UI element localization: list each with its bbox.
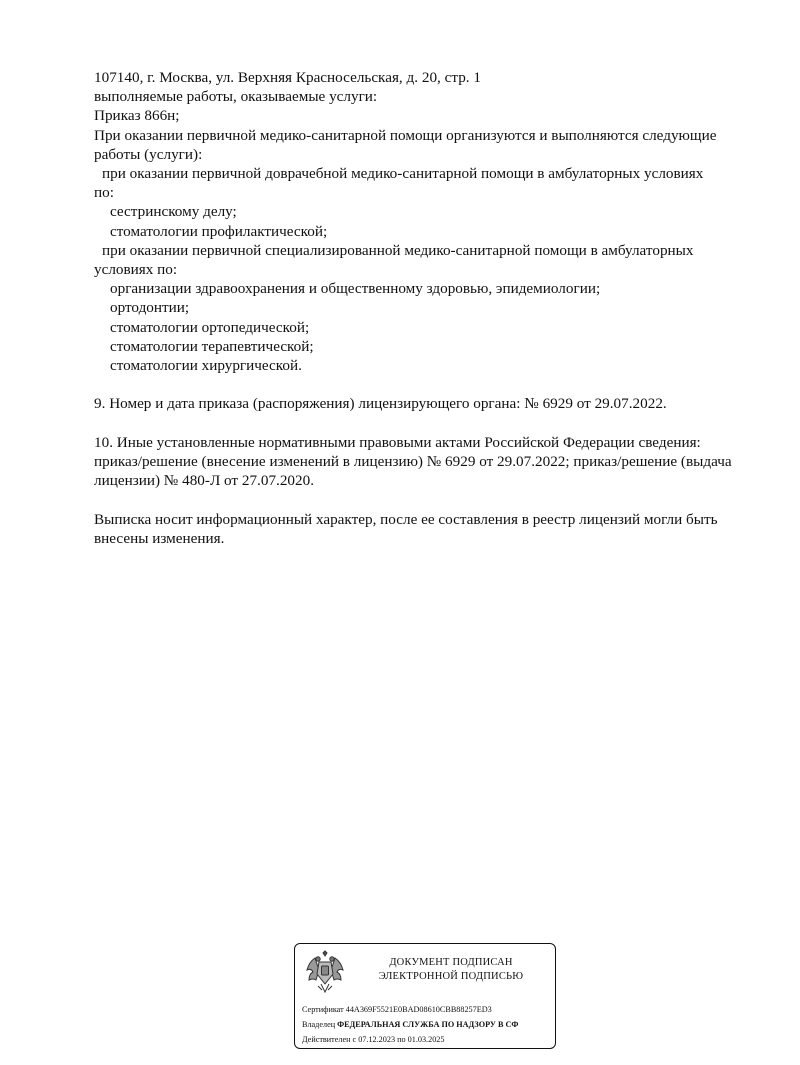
item-10-line: лицензии) № 480-Л от 27.07.2020. bbox=[94, 472, 315, 490]
stamp-details bbox=[302, 1002, 518, 1047]
owner-row bbox=[302, 1017, 518, 1032]
works-heading: выполняемые работы, оказываемые услуги: bbox=[94, 88, 378, 106]
electronic-signature-stamp bbox=[294, 943, 556, 1049]
text-line: при оказании первичной доврачебной медико-санитарной помощи в амбулаторных условиях bbox=[102, 165, 704, 183]
valid-from-date: 07.12.2023 bbox=[358, 1035, 396, 1044]
valid-to-label: по bbox=[397, 1035, 406, 1044]
text-line: условиях по: bbox=[94, 261, 178, 279]
list-item: стоматологии терапевтической; bbox=[110, 337, 314, 355]
valid-from-label: Действителен с bbox=[302, 1035, 357, 1044]
stamp-title-line: ДОКУМЕНТ ПОДПИСАН bbox=[389, 957, 513, 968]
certificate-label: Сертификат bbox=[302, 1005, 344, 1014]
certificate-value: 44A369F5521E0BAD08610CBB88257ED3 bbox=[345, 1005, 492, 1014]
document-body bbox=[94, 68, 774, 548]
stamp-title bbox=[353, 956, 549, 984]
note-line: Выписка носит информационный характер, после ее составления в реестр лицензий могли быть bbox=[94, 510, 718, 528]
list-item: сестринскому делу; bbox=[110, 203, 237, 221]
list-item: стоматологии ортопедической; bbox=[110, 318, 310, 336]
spacer bbox=[94, 414, 774, 433]
spacer bbox=[94, 375, 774, 394]
owner-value: ФЕДЕРАЛЬНАЯ СЛУЖБА ПО НАДЗОРУ В СФ bbox=[337, 1020, 519, 1029]
item-9: 9. Номер и дата приказа (распоряжения) лицензирующего органа: № 6929 от 29.07.2022. bbox=[94, 395, 667, 413]
text-line: по: bbox=[94, 184, 114, 202]
text-line: работы (услуги): bbox=[94, 145, 203, 163]
text-line: При оказании первичной медико-санитарной помощи организуются и выполняются следующие bbox=[94, 126, 717, 144]
valid-to-date: 01.03.2025 bbox=[407, 1035, 445, 1044]
stamp-title-line: ЭЛЕКТРОННОЙ ПОДПИСЬЮ bbox=[378, 971, 524, 982]
address-line: 107140, г. Москва, ул. Верхняя Красносельская, д. 20, стр. 1 bbox=[94, 69, 481, 86]
list-item: стоматологии профилактической; bbox=[110, 222, 328, 240]
text-line: при оказании первичной специализированной медико-санитарной помощи в амбулаторных bbox=[102, 241, 694, 259]
list-item: организации здравоохранения и общественному здоровью, эпидемиологии; bbox=[110, 280, 601, 298]
coat-of-arms-icon bbox=[303, 950, 347, 996]
list-item: ортодонтии; bbox=[110, 299, 190, 317]
item-10-line: 10. Иные установленные нормативными правовыми актами Российской Федерации сведения: bbox=[94, 433, 701, 451]
validity-row bbox=[302, 1032, 518, 1047]
list-item: стоматологии хирургической. bbox=[110, 357, 302, 375]
order-line: Приказ 866н; bbox=[94, 107, 180, 125]
item-10-line: приказ/решение (внесение изменений в лицензию) № 6929 от 29.07.2022; приказ/решение (выдача bbox=[94, 453, 732, 471]
note-line: внесены изменения. bbox=[94, 529, 225, 547]
owner-label: Владелец bbox=[302, 1020, 336, 1029]
spacer bbox=[94, 490, 774, 509]
certificate-row bbox=[302, 1002, 518, 1017]
